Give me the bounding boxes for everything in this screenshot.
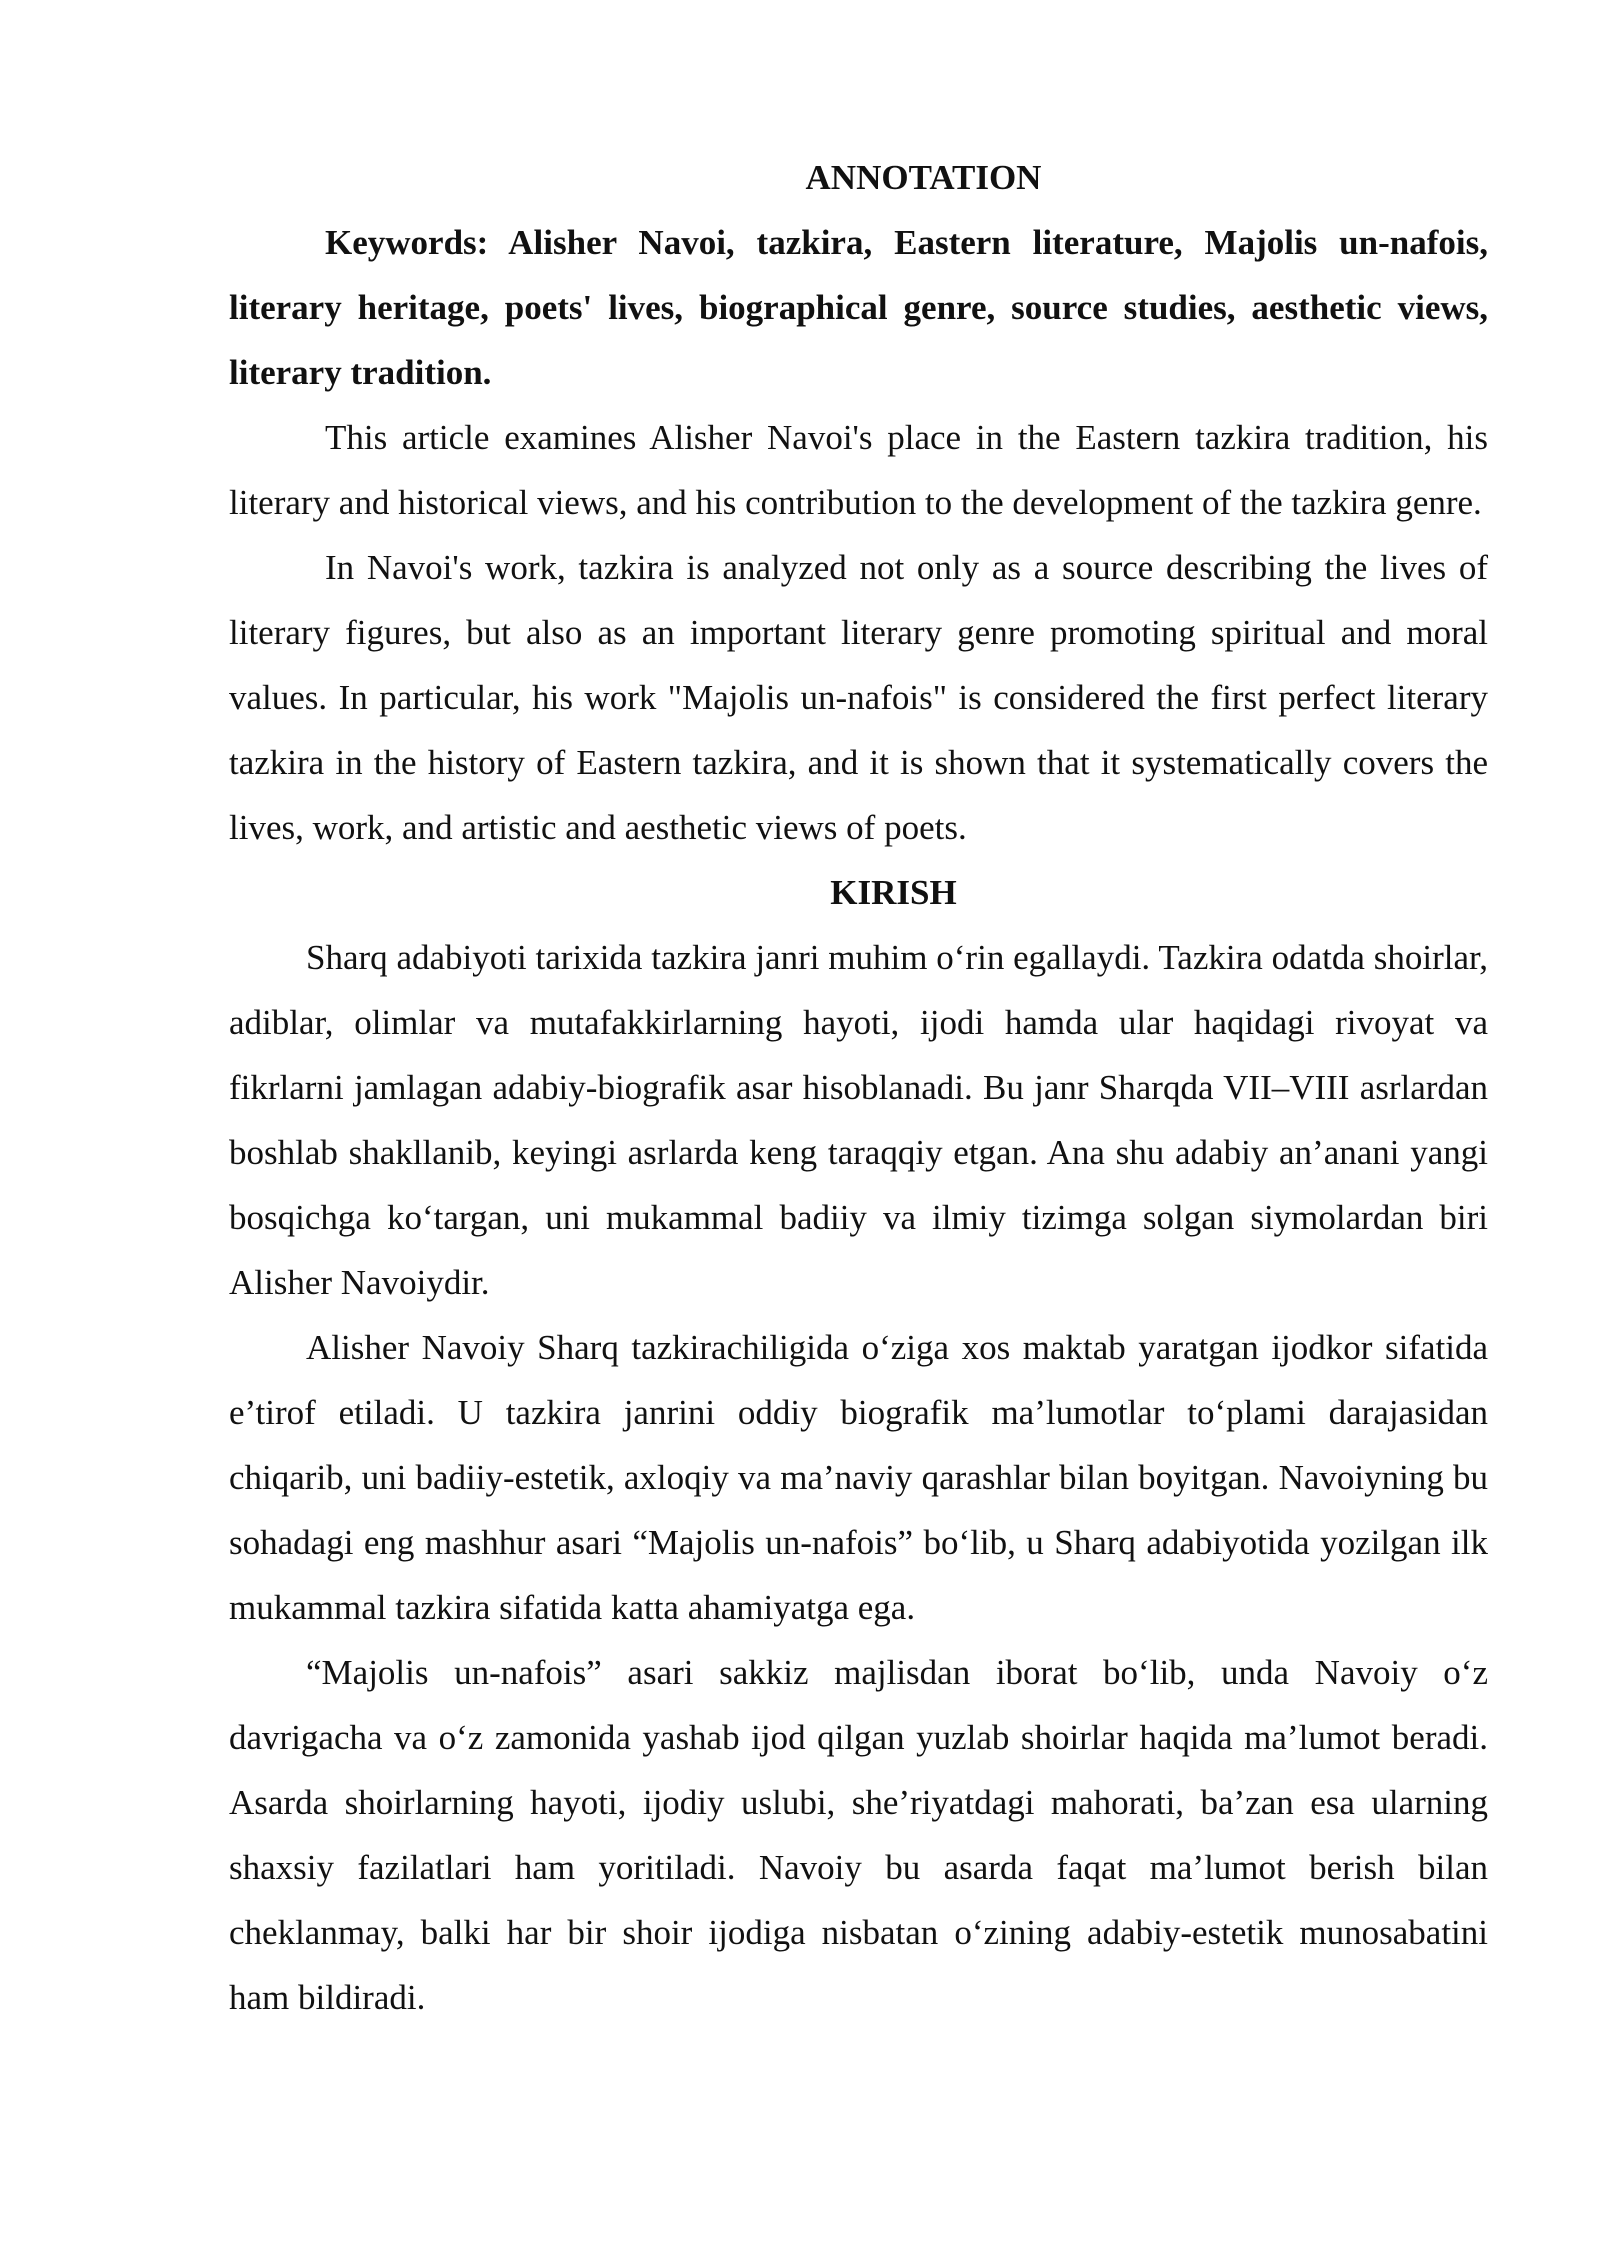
kirish-paragraph-1: Sharq adabiyoti tarixida tazkira janri muhim o‘rin egallaydi. Tazkira odatda shoirlar, adiblar, olimlar va mutafakkirlarning hayoti, ijodi hamda ular haqidagi rivoyat va fikrlarni jamlagan adabiy-biografik asar hisoblanadi. Bu janr Sharqda VII–VIII asrlardan boshlab shakllanib, keyingi asrlarda keng taraqqiy etgan. Ana shu adabiy an’anani yangi bosqichga ko‘targan, uni mukammal badiiy va ilmiy tizimga solgan siymolardan biri Alisher Navoiydir. (229, 938, 1488, 1302)
annotation-paragraph-1: This article examines Alisher Navoi's place in the Eastern tazkira tradition, his literary and historical views, and his contribution to the development of the tazkira genre. (229, 418, 1488, 522)
annotation-heading: ANNOTATION (805, 158, 1042, 197)
annotation-paragraph-2: In Navoi's work, tazkira is analyzed not only as a source describing the lives of literary figures, but also as an important literary genre promoting spiritual and moral values. In particular, his work "Majolis un-nafois" is considered the first perfect literary tazkira in the history of Eastern tazkira, and it is shown that it systematically covers the lives, work, and artistic and aesthetic views of poets. (229, 548, 1488, 847)
kirish-heading: KIRISH (830, 873, 957, 912)
document-page (229, 145, 1488, 2030)
keywords-paragraph: Keywords: Alisher Navoi, tazkira, Eastern literature, Majolis un-nafois, literary heritage, poets' lives, biographical genre, source studies, aesthetic views, literary tradition. (229, 223, 1488, 392)
kirish-paragraph-3: “Majolis un-nafois” asari sakkiz majlisdan iborat bo‘lib, unda Navoiy o‘z davrigacha va o‘z zamonida yashab ijod qilgan yuzlab shoirlar haqida ma’lumot beradi. Asarda shoirlarning hayoti, ijodiy uslubi, she’riyatdagi mahorati, ba’zan esa ularning shaxsiy fazilatlari ham yoritiladi. Navoiy bu asarda faqat ma’lumot berish bilan cheklanmay, balki har bir shoir ijodiga nisbatan o‘zining adabiy-estetik munosabatini ham bildiradi. (229, 1653, 1488, 2017)
kirish-paragraph-2: Alisher Navoiy Sharq tazkirachiligida o‘ziga xos maktab yaratgan ijodkor sifatida e’tirof etiladi. U tazkira janrini oddiy biografik ma’lumotlar to‘plami darajasidan chiqarib, uni badiiy-estetik, axloqiy va ma’naviy qarashlar bilan boyitgan. Navoiyning bu sohadagi eng mashhur asari “Majolis un-nafois” bo‘lib, u Sharq adabiyotida yozilgan ilk mukammal tazkira sifatida katta ahamiyatga ega. (229, 1328, 1488, 1627)
